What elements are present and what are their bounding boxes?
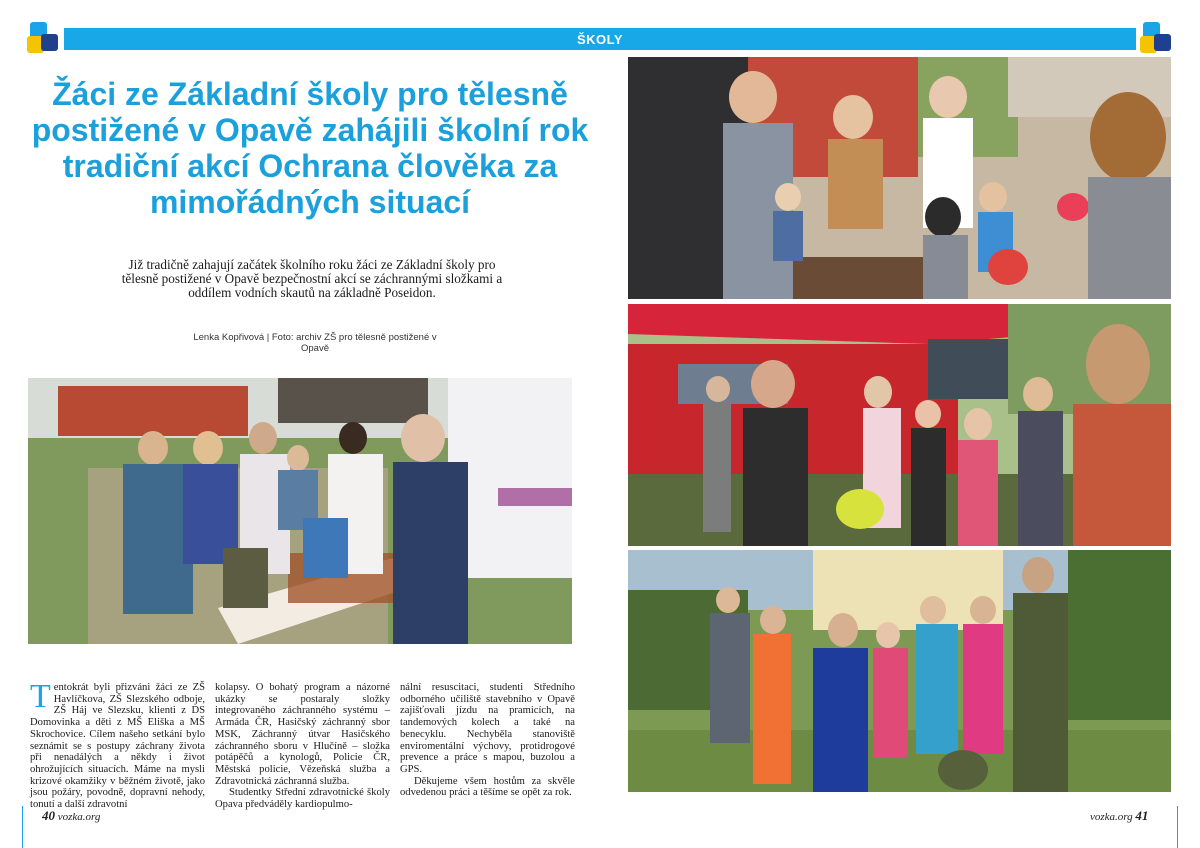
page-number: 40 bbox=[42, 808, 55, 823]
article-body-text: Děkujeme všem hostům za skvěle odvedenou práci a těšíme se opět za rok. bbox=[400, 775, 575, 799]
article-column-3 bbox=[400, 682, 575, 799]
footer-rule bbox=[22, 806, 23, 848]
article-byline: Lenka Kopřivová | Foto: archiv ZŠ pro tělesně postižené v Opavě bbox=[193, 332, 437, 354]
footer-site: vozka.org bbox=[57, 811, 101, 823]
photo-police-station bbox=[28, 378, 572, 644]
photo-firefighters-tent bbox=[628, 304, 1171, 546]
article-headline: Žáci ze Základní školy pro tělesně postižené v Opavě zahájili školní rok tradiční akcí Ochrana člověka za mimořádných situací bbox=[31, 76, 589, 220]
article-body-text: Studentky Střední zdravotnické školy Opava předváděly kardiopulmo- bbox=[215, 787, 390, 811]
footer-left bbox=[42, 808, 100, 824]
footer-rule bbox=[1177, 806, 1178, 848]
article-column-2 bbox=[215, 682, 390, 811]
article-body-text: entokrát byli přizváni žáci ze ZŠ Havlíčkova, ZŠ Slezského odboje, ZŠ Háj ve Slezsku, klienti z DS Domovinka a děti z MŠ Eliška a MŠ Skrochovice. Cílem našeho setkání bylo seznámit se s postupy záchrany života při nenadálých a někdy i život ohrožujících situacích. Máme na mysli krizové okamžiky v běžném životě, jako jsou požáry, povodně, dopravní nehody, tonutí a další zdravotní bbox=[30, 682, 205, 811]
magazine-logo-icon bbox=[27, 22, 59, 54]
photo-firefighter-table bbox=[628, 57, 1171, 299]
page-number: 41 bbox=[1135, 808, 1149, 823]
drop-cap: T bbox=[30, 678, 51, 715]
photo-soldiers-outdoor bbox=[628, 550, 1171, 792]
footer-site: vozka.org bbox=[1090, 811, 1133, 823]
article-body-text: kolapsy. O bohatý program a názorné ukázky se postaraly složky integrovaného záchranného systému – Armáda ČR, Hasičský záchranný sbor MSK, Záchranný útvar Hasičského záchranného sboru v Hlučíně – složka potápěčů a kynologů, Policie ČR, Městská policie, Vězeňská služba a Zdravotnická záchranná služba. bbox=[215, 682, 390, 787]
footer-right bbox=[1090, 808, 1148, 824]
section-label: ŠKOLY bbox=[64, 28, 1136, 50]
magazine-logo-icon bbox=[1140, 22, 1172, 54]
article-column-1 bbox=[30, 678, 205, 811]
article-body-text: nální resuscitaci, studenti Středního odborného učiliště stavebního v Opavě zajišťovali jízdu na pramicích, na tandemových kolech a také na benecyklu. Nechyběla stanoviště enviromentální výchovy, protidrogové prevence a práce s mapou, buzolou a GPS. bbox=[400, 682, 575, 775]
article-lead: Již tradičně zahajují začátek školního roku žáci ze Základní školy pro tělesně postižené v Opavě bezpečnostní akcí se záchrannými složkami a oddílem vodních skautů na základně Poseidon. bbox=[121, 257, 503, 300]
